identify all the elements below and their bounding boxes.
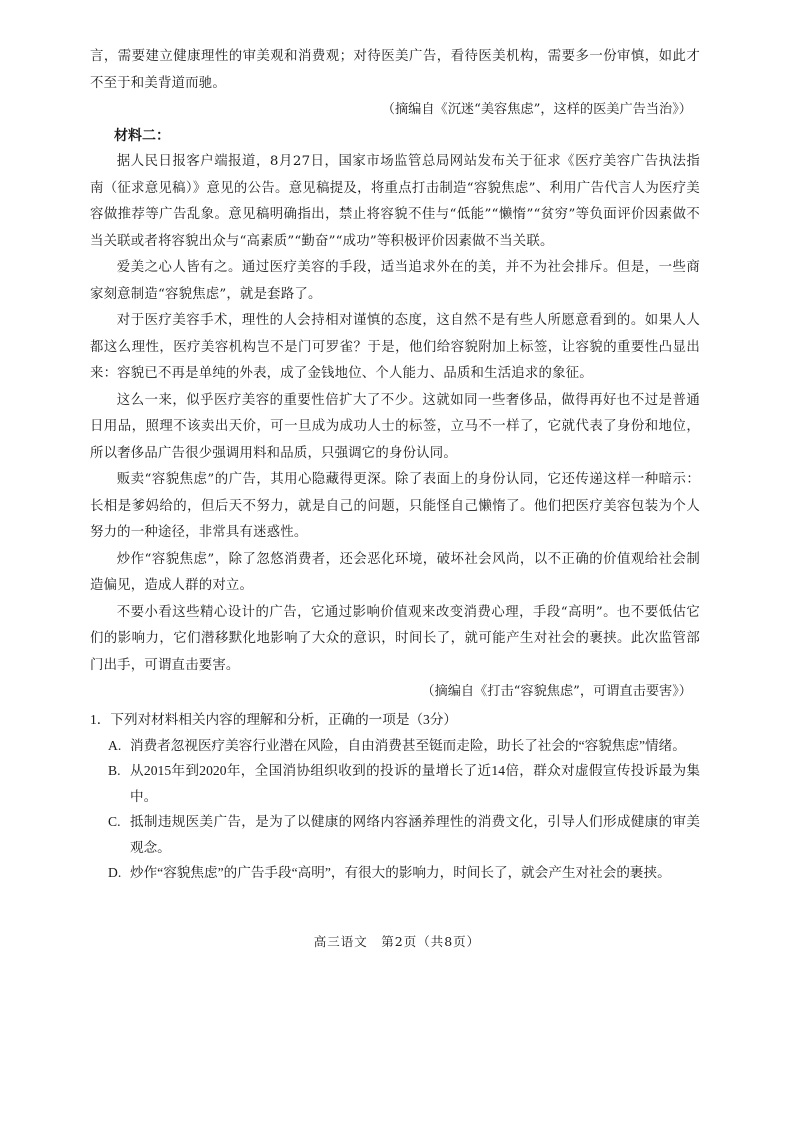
question-stem: 1．下列对材料相关内容的理解和分析，正确的一项是（3分） bbox=[90, 712, 458, 727]
page-footer: 高三语文 第2页（共8页） bbox=[313, 934, 481, 949]
paragraph: 爱美之心人皆有之。通过医疗美容的手段，适当追求外在的美，并不为社会排斥。但是，一些商家刻意制造“容貌焦虑”，就是套路了。 bbox=[90, 260, 700, 302]
option-letter: A. bbox=[108, 737, 122, 753]
option-d bbox=[90, 860, 700, 886]
option-text: 消费者忽视医疗美容行业潜在风险，自由消费甚至铤而走险，助长了社会的“容貌焦虑”情绪。 bbox=[130, 737, 686, 753]
option-text: 抵制违规医美广告，是为了以健康的网络内容涵养理性的消费文化，引导人们形成健康的审美观念。 bbox=[130, 814, 700, 855]
paragraph: 据人民日报客户端报道，8月27日，国家市场监管总局网站发布关于征求《医疗美容广告执法指南（征求意见稿）》意见的公告。意见稿提及，将重点打击制造“容貌焦虑”、利用广告代言人为医疗美容做推荐等广告乱象。意见稿明确指出，禁止将容貌不佳与“低能”“懒惰”“贫穷”等负面评价因素做不当关联或者将容貌出众与“高素质”“勤奋”“成功”等积极评价因素做不当关联。 bbox=[90, 154, 700, 249]
material-2-heading: 材料二： bbox=[114, 128, 170, 144]
option-letter: C. bbox=[108, 814, 121, 829]
source-citation-2: （摘编自《打击“容貌焦虑”，可谓直击要害》） bbox=[421, 684, 692, 699]
source-citation-1: （摘编自《沉迷“美容焦虑”，这样的医美广告当治》） bbox=[381, 102, 692, 117]
paragraph: 不要小看这些精心设计的广告，它通过影响价值观来改变消费心理，手段“高明”。也不要低估它们的影响力，它们潜移默化地影响了大众的意识，时间长了，就可能产生对社会的裹挟。此次监管部门出手，可谓直击要害。 bbox=[90, 604, 700, 673]
paragraph: 对于医疗美容手术，理性的人会持相对谨慎的态度，这自然不是有些人所愿意看到的。如果人人都这么理性，医疗美容机构岂不是门可罗雀？于是，他们给容貌附加上标签，让容貌的重要性凸显出来：容貌已不再是单纯的外表，成了金钱地位、个人能力、品质和生活追求的象征。 bbox=[90, 313, 700, 381]
option-letter: D. bbox=[108, 865, 122, 880]
page-content bbox=[90, 44, 700, 886]
option-b bbox=[90, 758, 700, 809]
option-text: 从2015年到2020年，全国消协组织收到的投诉的量增长了近14倍，群众对虚假宣传投诉最为集中。 bbox=[130, 763, 700, 804]
option-a bbox=[90, 733, 700, 759]
continued-paragraph: 言，需要建立健康理性的审美观和消费观；对待医美广告，看待医美机构，需要多一份审慎，如此才不至于和美背道而驰。 bbox=[90, 49, 700, 91]
paragraph: 炒作“容貌焦虑”，除了忽悠消费者，还会恶化环境，破坏社会风尚，以不正确的价值观给社会制造偏见，造成人群的对立。 bbox=[90, 551, 700, 593]
option-letter: B. bbox=[108, 763, 121, 778]
option-text: 炒作“容貌焦虑”的广告手段“高明”，有很大的影响力，时间长了，就会产生对社会的裹挟。 bbox=[130, 865, 671, 880]
question-1 bbox=[90, 707, 700, 886]
paragraph: 贩卖“容貌焦虑”的广告，其用心隐藏得更深。除了表面上的身份认同，它还传递这样一种暗示：长相是爹妈给的，但后天不努力，就是自己的问题，只能怪自己懒惰了。他们把医疗美容包装为个人努力的一种途径，非常具有迷惑性。 bbox=[90, 472, 700, 540]
option-c bbox=[90, 809, 700, 860]
paragraph: 这么一来，似乎医疗美容的重要性倍扩大了不少。这就如同一些奢侈品，做得再好也不过是普通日用品，照理不该卖出天价，可一旦成为成功人士的标签，立马不一样了，它就代表了身份和地位，所以奢侈品广告很少强调用料和品质，只强调它的身份认同。 bbox=[90, 392, 700, 461]
